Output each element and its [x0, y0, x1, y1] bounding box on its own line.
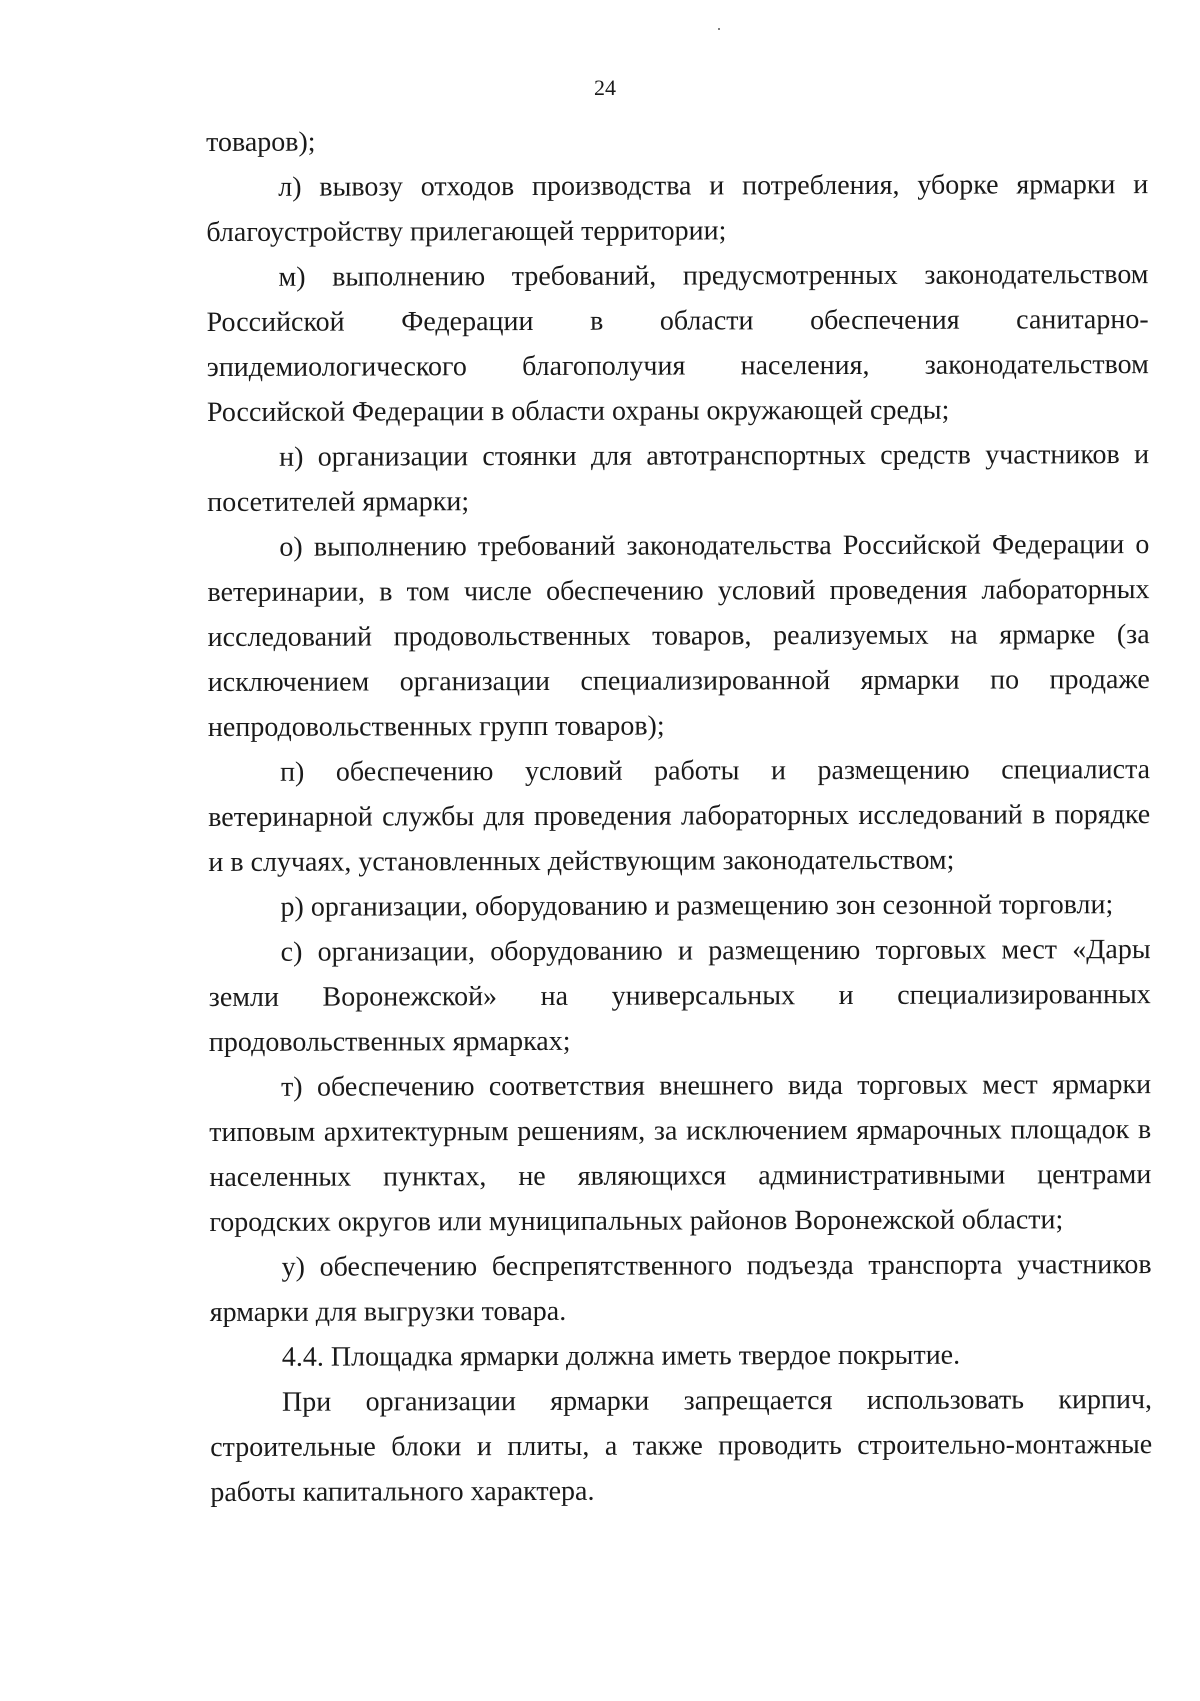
body-text — [206, 117, 1152, 1515]
paragraph-prohibition: При организации ярмарки запрещается использовать кирпич, строительные блоки и плиты, а также проводить строительно-монтажные работы капитального характера. — [210, 1384, 1153, 1508]
paragraph-item-n: н) организации стоянки для автотранспортных средств участников и посетителей ярмарки; — [207, 439, 1150, 518]
paragraph-item-t: т) обеспечению соответствия внешнего вида торговых мест ярмарки типовым архитектурным решениям, за исключением ярмарочных площадок в населенных пунктах, не являющихся административными центрами городских округов или муниципальных районов Воронежской области; — [209, 1069, 1152, 1238]
paragraph-item-l: л) вывозу отходов производства и потребления, уборке ярмарки и благоустройству прилегающей территории; — [206, 169, 1149, 248]
paragraph-item-o: о) выполнению требований законодательства Российской Федерации о ветеринарии, в том числе обеспечению условий проведения лабораторных исследований продовольственных товаров, реализуемых на ярмарке (за исключением организации специализированной ярмарки по продаже непродовольственных групп товаров); — [207, 529, 1150, 743]
paragraph-continuation: товаров); — [206, 126, 316, 158]
scan-speck — [718, 28, 720, 30]
paragraph-item-u: у) обеспечению беспрепятственного подъезда транспорта участников ярмарки для выгрузки товара. — [209, 1249, 1152, 1328]
paragraph-section-4-4: 4.4. Площадка ярмарки должна иметь твердое покрытие. — [281, 1339, 961, 1373]
page-number: 24 — [594, 75, 616, 100]
paragraph-item-s: с) организации, оборудованию и размещению торговых мест «Дары земли Воронежской» на универсальных и специализированных продовольственных ярмарках; — [208, 934, 1151, 1058]
paragraph-item-p: п) обеспечению условий работы и размещению специалиста ветеринарной службы для проведения лабораторных исследований в порядке и в случаях, установленных действующим законодательством; — [208, 754, 1151, 878]
paragraph-item-r: р) организации, оборудованию и размещению зон сезонной торговли; — [280, 889, 1114, 923]
paragraph-item-m: м) выполнению требований, предусмотренных законодательством Российской Федерации в области обеспечения санитарно-эпидемиологического благополучия населения, законодательством Российской Федерации в области охраны окружающей среды; — [206, 259, 1149, 428]
